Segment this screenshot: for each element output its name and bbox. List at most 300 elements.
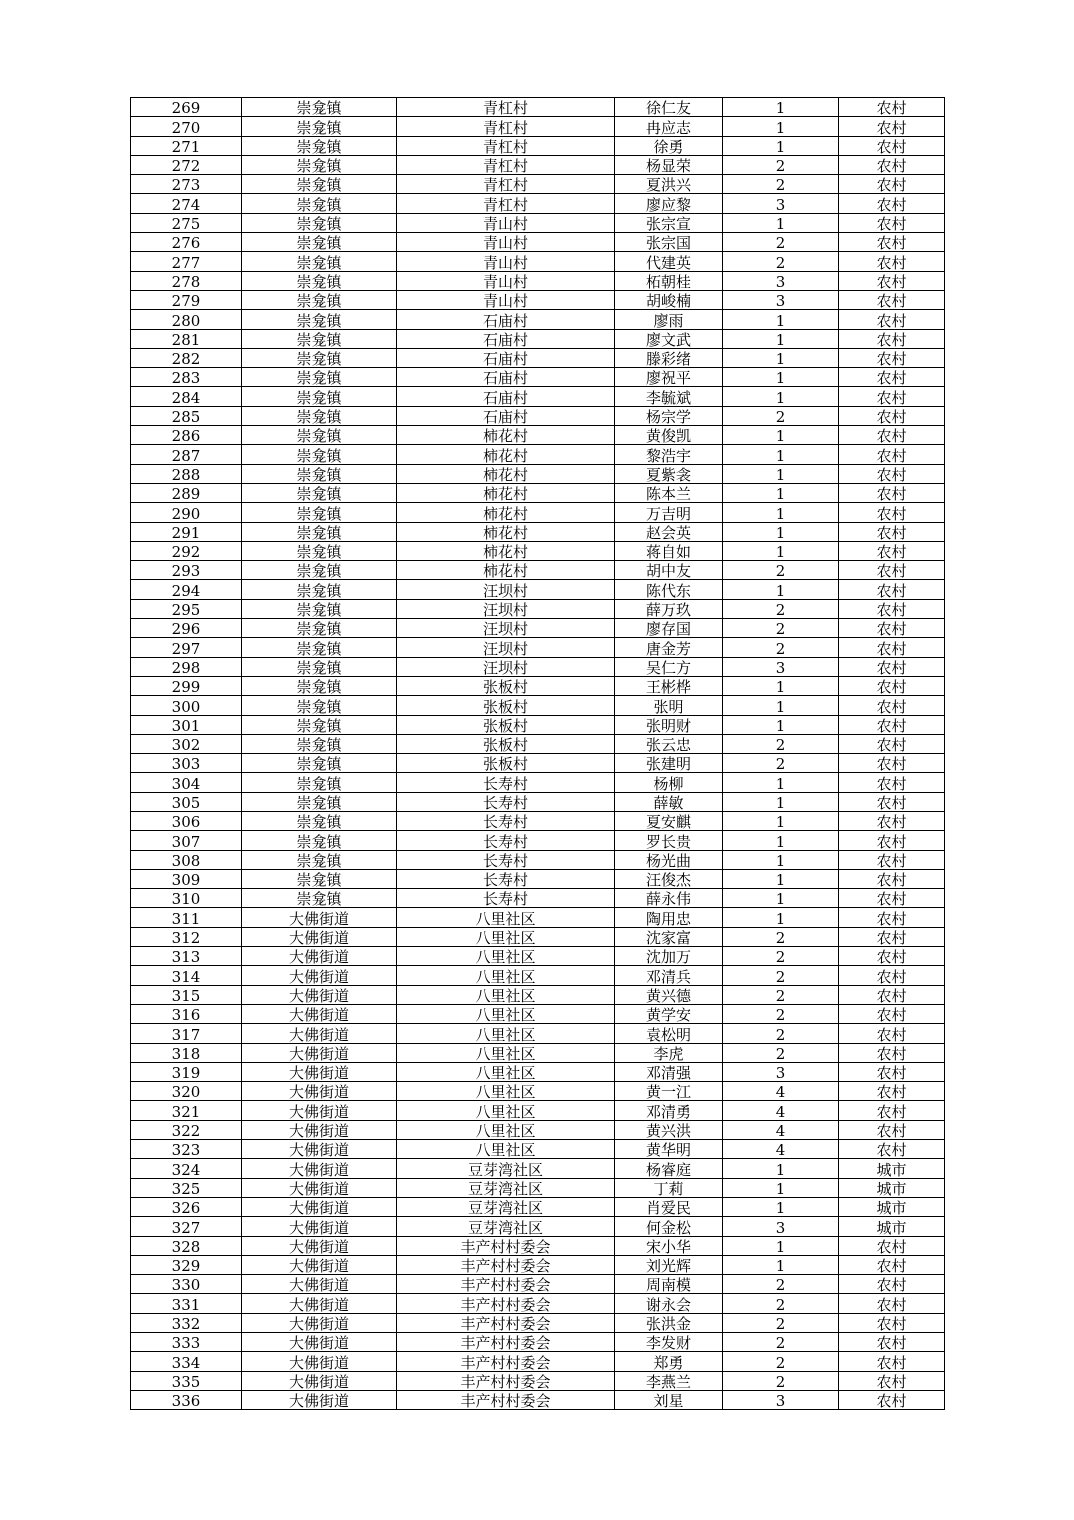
row-number-cell: 314 [131, 966, 242, 985]
name-cell: 张宗宣 [615, 213, 723, 232]
village-cell: 青山村 [397, 271, 615, 290]
name-cell: 袁松明 [615, 1024, 723, 1043]
row-number-cell: 277 [131, 252, 242, 271]
table-row [131, 348, 945, 367]
village-cell: 八里社区 [397, 1062, 615, 1081]
village-cell: 豆芽湾社区 [397, 1178, 615, 1197]
table-row [131, 503, 945, 522]
count-cell: 3 [723, 1390, 839, 1409]
row-number-cell: 303 [131, 754, 242, 773]
name-cell: 唐金芳 [615, 638, 723, 657]
table-row [131, 136, 945, 155]
village-cell: 柿花村 [397, 426, 615, 445]
table-row [131, 426, 945, 445]
town-cell: 大佛街道 [242, 1101, 397, 1120]
town-cell: 大佛街道 [242, 1062, 397, 1081]
village-cell: 长寿村 [397, 850, 615, 869]
village-cell: 八里社区 [397, 947, 615, 966]
table-row [131, 715, 945, 734]
town-cell: 崇龛镇 [242, 387, 397, 406]
row-number-cell: 320 [131, 1082, 242, 1101]
town-cell: 崇龛镇 [242, 483, 397, 502]
count-cell: 2 [723, 1313, 839, 1332]
table-row [131, 908, 945, 927]
village-cell: 八里社区 [397, 985, 615, 1004]
village-cell: 八里社区 [397, 1101, 615, 1120]
village-cell: 长寿村 [397, 792, 615, 811]
area-type-cell: 农村 [839, 464, 945, 483]
table-row [131, 1371, 945, 1390]
row-number-cell: 286 [131, 426, 242, 445]
town-cell: 崇龛镇 [242, 638, 397, 657]
area-type-cell: 农村 [839, 1062, 945, 1081]
count-cell: 3 [723, 1217, 839, 1236]
count-cell: 1 [723, 541, 839, 560]
town-cell: 大佛街道 [242, 1120, 397, 1139]
area-type-cell: 农村 [839, 985, 945, 1004]
row-number-cell: 297 [131, 638, 242, 657]
row-number-cell: 272 [131, 155, 242, 174]
area-type-cell: 农村 [839, 889, 945, 908]
table-row [131, 1024, 945, 1043]
count-cell: 2 [723, 1352, 839, 1371]
row-number-cell: 332 [131, 1313, 242, 1332]
town-cell: 崇龛镇 [242, 233, 397, 252]
count-cell: 1 [723, 792, 839, 811]
row-number-cell: 282 [131, 348, 242, 367]
area-type-cell: 农村 [839, 850, 945, 869]
count-cell: 1 [723, 445, 839, 464]
town-cell: 大佛街道 [242, 1159, 397, 1178]
row-number-cell: 296 [131, 619, 242, 638]
area-type-cell: 农村 [839, 445, 945, 464]
table-row [131, 117, 945, 136]
row-number-cell: 283 [131, 368, 242, 387]
table-row [131, 773, 945, 792]
count-cell: 2 [723, 754, 839, 773]
name-cell: 胡中友 [615, 561, 723, 580]
table-row [131, 155, 945, 174]
area-type-cell: 农村 [839, 522, 945, 541]
name-cell: 邓清强 [615, 1062, 723, 1081]
village-cell: 石庙村 [397, 368, 615, 387]
town-cell: 大佛街道 [242, 1236, 397, 1255]
area-type-cell: 农村 [839, 1082, 945, 1101]
name-cell: 李毓斌 [615, 387, 723, 406]
count-cell: 2 [723, 619, 839, 638]
table-row [131, 1255, 945, 1274]
count-cell: 3 [723, 290, 839, 309]
count-cell: 2 [723, 599, 839, 618]
town-cell: 崇龛镇 [242, 175, 397, 194]
count-cell: 2 [723, 1024, 839, 1043]
name-cell: 沈家富 [615, 927, 723, 946]
name-cell: 徐仁友 [615, 98, 723, 117]
name-cell: 胡峻楠 [615, 290, 723, 309]
table-row [131, 657, 945, 676]
village-cell: 豆芽湾社区 [397, 1217, 615, 1236]
village-cell: 八里社区 [397, 1120, 615, 1139]
name-cell: 蒋自如 [615, 541, 723, 560]
town-cell: 大佛街道 [242, 1197, 397, 1216]
count-cell: 1 [723, 676, 839, 695]
village-cell: 八里社区 [397, 1043, 615, 1062]
table-row [131, 1390, 945, 1409]
count-cell: 4 [723, 1082, 839, 1101]
village-cell: 青山村 [397, 233, 615, 252]
table-row [131, 445, 945, 464]
area-type-cell: 农村 [839, 136, 945, 155]
name-cell: 黄兴德 [615, 985, 723, 1004]
name-cell: 廖存国 [615, 619, 723, 638]
village-cell: 八里社区 [397, 1082, 615, 1101]
area-type-cell: 农村 [839, 310, 945, 329]
count-cell: 1 [723, 1159, 839, 1178]
count-cell: 1 [723, 889, 839, 908]
row-number-cell: 333 [131, 1333, 242, 1352]
area-type-cell: 农村 [839, 252, 945, 271]
area-type-cell: 农村 [839, 483, 945, 502]
town-cell: 崇龛镇 [242, 561, 397, 580]
town-cell: 崇龛镇 [242, 522, 397, 541]
town-cell: 大佛街道 [242, 966, 397, 985]
name-cell: 张云忠 [615, 734, 723, 753]
area-type-cell: 农村 [839, 638, 945, 657]
town-cell: 大佛街道 [242, 1140, 397, 1159]
village-cell: 丰产村村委会 [397, 1255, 615, 1274]
town-cell: 崇龛镇 [242, 98, 397, 117]
village-cell: 石庙村 [397, 310, 615, 329]
village-cell: 石庙村 [397, 387, 615, 406]
town-cell: 崇龛镇 [242, 464, 397, 483]
name-cell: 邓清勇 [615, 1101, 723, 1120]
count-cell: 1 [723, 213, 839, 232]
row-number-cell: 288 [131, 464, 242, 483]
count-cell: 1 [723, 136, 839, 155]
count-cell: 1 [723, 98, 839, 117]
row-number-cell: 270 [131, 117, 242, 136]
table-row [131, 1159, 945, 1178]
row-number-cell: 276 [131, 233, 242, 252]
name-cell: 廖雨 [615, 310, 723, 329]
area-type-cell: 农村 [839, 1255, 945, 1274]
town-cell: 大佛街道 [242, 1352, 397, 1371]
count-cell: 2 [723, 406, 839, 425]
area-type-cell: 农村 [839, 580, 945, 599]
area-type-cell: 农村 [839, 1004, 945, 1023]
village-cell: 长寿村 [397, 811, 615, 830]
name-cell: 陈本兰 [615, 483, 723, 502]
name-cell: 罗长贵 [615, 831, 723, 850]
town-cell: 大佛街道 [242, 947, 397, 966]
area-type-cell: 农村 [839, 1275, 945, 1294]
town-cell: 崇龛镇 [242, 754, 397, 773]
village-cell: 青山村 [397, 290, 615, 309]
area-type-cell: 农村 [839, 619, 945, 638]
row-number-cell: 284 [131, 387, 242, 406]
name-cell: 杨柳 [615, 773, 723, 792]
name-cell: 吴仁方 [615, 657, 723, 676]
area-type-cell: 农村 [839, 734, 945, 753]
table-row [131, 638, 945, 657]
name-cell: 陶用忠 [615, 908, 723, 927]
town-cell: 崇龛镇 [242, 503, 397, 522]
town-cell: 崇龛镇 [242, 290, 397, 309]
count-cell: 2 [723, 966, 839, 985]
area-type-cell: 农村 [839, 1313, 945, 1332]
table-row [131, 1313, 945, 1332]
row-number-cell: 312 [131, 927, 242, 946]
area-type-cell: 农村 [839, 1390, 945, 1409]
row-number-cell: 280 [131, 310, 242, 329]
count-cell: 1 [723, 464, 839, 483]
name-cell: 汪俊杰 [615, 869, 723, 888]
village-cell: 柿花村 [397, 464, 615, 483]
table-row [131, 406, 945, 425]
village-cell: 青杠村 [397, 175, 615, 194]
row-number-cell: 309 [131, 869, 242, 888]
count-cell: 1 [723, 1255, 839, 1274]
row-number-cell: 335 [131, 1371, 242, 1390]
table-row [131, 175, 945, 194]
village-cell: 长寿村 [397, 869, 615, 888]
area-type-cell: 农村 [839, 869, 945, 888]
table-row [131, 290, 945, 309]
row-number-cell: 331 [131, 1294, 242, 1313]
count-cell: 2 [723, 1275, 839, 1294]
table-row [131, 561, 945, 580]
table-row [131, 831, 945, 850]
village-cell: 柿花村 [397, 503, 615, 522]
area-type-cell: 农村 [839, 1352, 945, 1371]
town-cell: 崇龛镇 [242, 792, 397, 811]
count-cell: 2 [723, 638, 839, 657]
count-cell: 2 [723, 175, 839, 194]
village-cell: 丰产村村委会 [397, 1333, 615, 1352]
town-cell: 崇龛镇 [242, 811, 397, 830]
row-number-cell: 287 [131, 445, 242, 464]
count-cell: 2 [723, 985, 839, 1004]
row-number-cell: 299 [131, 676, 242, 695]
area-type-cell: 农村 [839, 387, 945, 406]
town-cell: 崇龛镇 [242, 734, 397, 753]
village-cell: 石庙村 [397, 406, 615, 425]
name-cell: 万吉明 [615, 503, 723, 522]
name-cell: 黄一江 [615, 1082, 723, 1101]
name-cell: 柘朝桂 [615, 271, 723, 290]
count-cell: 2 [723, 561, 839, 580]
area-type-cell: 农村 [839, 908, 945, 927]
row-number-cell: 269 [131, 98, 242, 117]
table-row [131, 792, 945, 811]
row-number-cell: 285 [131, 406, 242, 425]
table-row [131, 1333, 945, 1352]
name-cell: 黎浩宇 [615, 445, 723, 464]
name-cell: 薛永伟 [615, 889, 723, 908]
town-cell: 崇龛镇 [242, 117, 397, 136]
area-type-cell: 农村 [839, 155, 945, 174]
row-number-cell: 300 [131, 696, 242, 715]
village-cell: 青山村 [397, 252, 615, 271]
table-row [131, 966, 945, 985]
name-cell: 丁莉 [615, 1178, 723, 1197]
village-cell: 青山村 [397, 213, 615, 232]
count-cell: 1 [723, 483, 839, 502]
table-row [131, 734, 945, 753]
area-type-cell: 农村 [839, 426, 945, 445]
row-number-cell: 279 [131, 290, 242, 309]
area-type-cell: 农村 [839, 1236, 945, 1255]
name-cell: 郑勇 [615, 1352, 723, 1371]
town-cell: 大佛街道 [242, 1313, 397, 1332]
table-row [131, 1294, 945, 1313]
table-row [131, 1120, 945, 1139]
count-cell: 2 [723, 1043, 839, 1062]
table-row [131, 464, 945, 483]
area-type-cell: 农村 [839, 561, 945, 580]
name-cell: 冉应志 [615, 117, 723, 136]
area-type-cell: 农村 [839, 329, 945, 348]
town-cell: 崇龛镇 [242, 657, 397, 676]
count-cell: 1 [723, 831, 839, 850]
count-cell: 1 [723, 1197, 839, 1216]
count-cell: 2 [723, 927, 839, 946]
village-cell: 石庙村 [397, 329, 615, 348]
area-type-cell: 农村 [839, 1371, 945, 1390]
area-type-cell: 农村 [839, 368, 945, 387]
table-row [131, 483, 945, 502]
name-cell: 黄兴洪 [615, 1120, 723, 1139]
count-cell: 4 [723, 1120, 839, 1139]
village-cell: 青杠村 [397, 155, 615, 174]
name-cell: 薛万玖 [615, 599, 723, 618]
village-cell: 八里社区 [397, 927, 615, 946]
area-type-cell: 农村 [839, 1294, 945, 1313]
table-row [131, 1004, 945, 1023]
name-cell: 赵会英 [615, 522, 723, 541]
row-number-cell: 274 [131, 194, 242, 213]
town-cell: 崇龛镇 [242, 541, 397, 560]
name-cell: 张建明 [615, 754, 723, 773]
table-row [131, 1043, 945, 1062]
row-number-cell: 316 [131, 1004, 242, 1023]
name-cell: 代建英 [615, 252, 723, 271]
area-type-cell: 农村 [839, 271, 945, 290]
name-cell: 张明 [615, 696, 723, 715]
village-cell: 八里社区 [397, 1004, 615, 1023]
table-row [131, 985, 945, 1004]
table-row [131, 869, 945, 888]
name-cell: 刘光辉 [615, 1255, 723, 1274]
name-cell: 杨睿庭 [615, 1159, 723, 1178]
table-row [131, 368, 945, 387]
count-cell: 2 [723, 734, 839, 753]
village-cell: 丰产村村委会 [397, 1371, 615, 1390]
area-type-cell: 农村 [839, 696, 945, 715]
name-cell: 杨宗学 [615, 406, 723, 425]
table-row [131, 1082, 945, 1101]
row-number-cell: 325 [131, 1178, 242, 1197]
row-number-cell: 326 [131, 1197, 242, 1216]
row-number-cell: 328 [131, 1236, 242, 1255]
village-cell: 丰产村村委会 [397, 1313, 615, 1332]
town-cell: 大佛街道 [242, 927, 397, 946]
row-number-cell: 307 [131, 831, 242, 850]
village-cell: 汪坝村 [397, 599, 615, 618]
name-cell: 薛敏 [615, 792, 723, 811]
table-row [131, 387, 945, 406]
table-row [131, 1101, 945, 1120]
village-cell: 张板村 [397, 754, 615, 773]
town-cell: 崇龛镇 [242, 271, 397, 290]
name-cell: 李燕兰 [615, 1371, 723, 1390]
row-number-cell: 313 [131, 947, 242, 966]
name-cell: 刘星 [615, 1390, 723, 1409]
town-cell: 崇龛镇 [242, 850, 397, 869]
area-type-cell: 农村 [839, 657, 945, 676]
town-cell: 崇龛镇 [242, 329, 397, 348]
row-number-cell: 302 [131, 734, 242, 753]
town-cell: 崇龛镇 [242, 252, 397, 271]
name-cell: 周南模 [615, 1275, 723, 1294]
area-type-cell: 农村 [839, 927, 945, 946]
name-cell: 李虎 [615, 1043, 723, 1062]
count-cell: 1 [723, 696, 839, 715]
area-type-cell: 农村 [839, 541, 945, 560]
town-cell: 崇龛镇 [242, 696, 397, 715]
row-number-cell: 308 [131, 850, 242, 869]
table-row [131, 696, 945, 715]
table-row [131, 271, 945, 290]
town-cell: 崇龛镇 [242, 580, 397, 599]
table-row [131, 947, 945, 966]
row-number-cell: 322 [131, 1120, 242, 1139]
village-cell: 柿花村 [397, 483, 615, 502]
table-row [131, 213, 945, 232]
name-cell: 李发财 [615, 1333, 723, 1352]
area-type-cell: 农村 [839, 1101, 945, 1120]
count-cell: 4 [723, 1101, 839, 1120]
area-type-cell: 农村 [839, 406, 945, 425]
name-cell: 谢永会 [615, 1294, 723, 1313]
town-cell: 大佛街道 [242, 1217, 397, 1236]
row-number-cell: 275 [131, 213, 242, 232]
count-cell: 3 [723, 1062, 839, 1081]
table-row [131, 927, 945, 946]
town-cell: 大佛街道 [242, 908, 397, 927]
name-cell: 夏安麒 [615, 811, 723, 830]
table-row [131, 1275, 945, 1294]
name-cell: 何金松 [615, 1217, 723, 1236]
area-type-cell: 农村 [839, 754, 945, 773]
row-number-cell: 327 [131, 1217, 242, 1236]
village-cell: 张板村 [397, 734, 615, 753]
village-cell: 青杠村 [397, 98, 615, 117]
row-number-cell: 329 [131, 1255, 242, 1274]
count-cell: 1 [723, 310, 839, 329]
name-cell: 黄学安 [615, 1004, 723, 1023]
town-cell: 崇龛镇 [242, 368, 397, 387]
count-cell: 1 [723, 368, 839, 387]
count-cell: 1 [723, 580, 839, 599]
row-number-cell: 289 [131, 483, 242, 502]
town-cell: 大佛街道 [242, 1390, 397, 1409]
name-cell: 夏紫衾 [615, 464, 723, 483]
count-cell: 1 [723, 1178, 839, 1197]
town-cell: 崇龛镇 [242, 831, 397, 850]
table-body [131, 98, 945, 1410]
table-row [131, 619, 945, 638]
